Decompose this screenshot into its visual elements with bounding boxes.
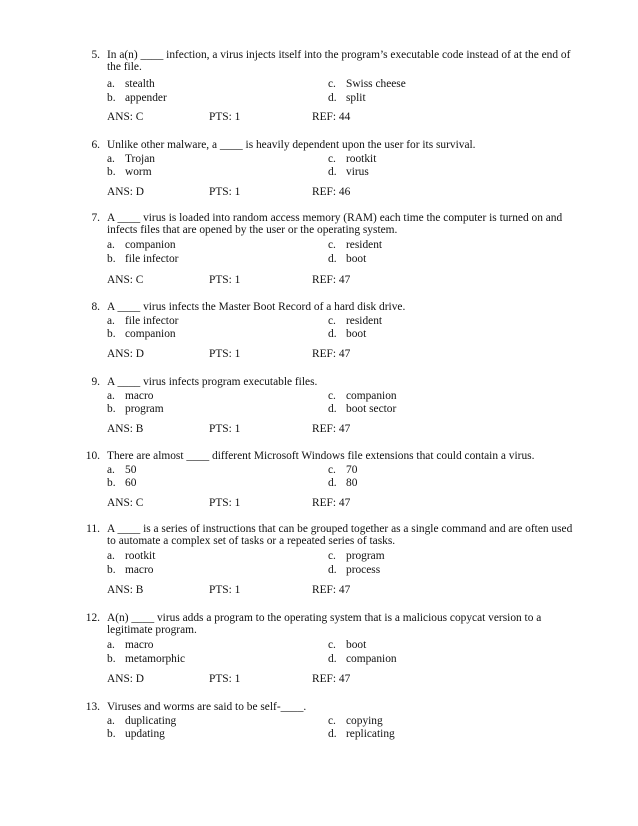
- option-text: boot sector: [346, 403, 397, 415]
- answer-key: ANS: C: [107, 497, 144, 509]
- option-text: boot: [346, 328, 367, 340]
- answer-key: ANS: B: [107, 584, 144, 596]
- answer-key: ANS: C: [107, 274, 144, 286]
- option-letter: c.: [328, 464, 336, 476]
- stem-line: There are almost ____ different Microsoft Windows file extensions that could contain a virus.: [107, 450, 535, 462]
- points: PTS: 1: [209, 673, 241, 685]
- question-stem: [107, 376, 585, 388]
- question-stem: [107, 301, 585, 313]
- option-text: 80: [346, 477, 358, 489]
- option-letter: c.: [328, 639, 336, 651]
- question-number: 13.: [85, 701, 100, 713]
- option-text: split: [346, 92, 366, 104]
- option-a: [107, 78, 155, 90]
- option-letter: c.: [328, 390, 336, 402]
- option-letter: c.: [328, 78, 336, 90]
- option-c: [328, 153, 376, 165]
- option-text: program: [346, 550, 385, 562]
- option-b: [107, 653, 185, 665]
- option-text: 60: [125, 477, 137, 489]
- page-reference: REF: 47: [312, 348, 351, 360]
- question-number: 8.: [91, 301, 100, 313]
- option-b: [107, 477, 136, 489]
- question-stem: [107, 612, 585, 637]
- stem-line: A ____ virus infects the Master Boot Record of a hard disk drive.: [107, 301, 406, 313]
- option-a: [107, 639, 153, 651]
- option-d: [328, 166, 369, 178]
- option-b: [107, 328, 176, 340]
- answer-key: ANS: D: [107, 186, 145, 198]
- stem-line: A ____ is a series of instructions that can be grouped together as a single command and are often used: [107, 523, 573, 535]
- option-letter: a.: [107, 239, 115, 251]
- option-b: [107, 253, 178, 265]
- option-letter: a.: [107, 78, 115, 90]
- option-text: copying: [346, 715, 383, 727]
- option-text: file infector: [125, 253, 179, 265]
- option-letter: d.: [328, 653, 337, 665]
- option-d: [328, 477, 357, 489]
- stem-line: A ____ virus infects program executable files.: [107, 376, 318, 388]
- points: PTS: 1: [209, 423, 241, 435]
- option-c: [328, 715, 383, 727]
- option-d: [328, 653, 397, 665]
- option-text: Trojan: [125, 153, 155, 165]
- option-text: companion: [125, 328, 176, 340]
- page-reference: REF: 47: [312, 673, 351, 685]
- question-stem: [107, 450, 585, 462]
- option-a: [107, 315, 178, 327]
- page-reference: REF: 47: [312, 584, 351, 596]
- points: PTS: 1: [209, 348, 241, 360]
- option-text: companion: [125, 239, 176, 251]
- option-letter: a.: [107, 639, 115, 651]
- option-letter: c.: [328, 715, 336, 727]
- option-b: [107, 166, 152, 178]
- stem-line: In a(n) ____ infection, a virus injects itself into the program’s executable code instead of at the end of: [107, 49, 571, 61]
- option-letter: b.: [107, 166, 116, 178]
- points: PTS: 1: [209, 111, 241, 123]
- option-text: appender: [125, 92, 167, 104]
- option-text: boot: [346, 253, 367, 265]
- stem-line: to automate a complex set of tasks or a repeated series of tasks.: [107, 535, 396, 548]
- option-letter: c.: [328, 239, 336, 251]
- question-number: 9.: [91, 376, 100, 388]
- answer-key: ANS: C: [107, 111, 144, 123]
- option-text: file infector: [125, 315, 179, 327]
- option-text: 70: [346, 464, 358, 476]
- option-letter: d.: [328, 728, 337, 740]
- option-letter: b.: [107, 728, 116, 740]
- option-letter: a.: [107, 390, 115, 402]
- option-a: [107, 239, 176, 251]
- option-letter: a.: [107, 153, 115, 165]
- option-a: [107, 550, 155, 562]
- question-number: 7.: [91, 212, 100, 224]
- option-letter: d.: [328, 92, 337, 104]
- points: PTS: 1: [209, 497, 241, 509]
- option-text: 50: [125, 464, 137, 476]
- question-stem: [107, 49, 585, 74]
- option-c: [328, 315, 382, 327]
- question-number: 6.: [91, 139, 100, 151]
- question-stem: [107, 139, 585, 151]
- option-text: resident: [346, 239, 383, 251]
- stem-line: Unlike other malware, a ____ is heavily dependent upon the user for its survival.: [107, 139, 476, 151]
- page-reference: REF: 47: [312, 423, 351, 435]
- page-reference: REF: 47: [312, 274, 351, 286]
- page-reference: REF: 47: [312, 497, 351, 509]
- option-text: macro: [125, 639, 154, 651]
- option-letter: c.: [328, 550, 336, 562]
- points: PTS: 1: [209, 274, 241, 286]
- option-c: [328, 639, 366, 651]
- option-text: program: [125, 403, 164, 415]
- option-letter: b.: [107, 564, 116, 576]
- option-letter: d.: [328, 253, 337, 265]
- points: PTS: 1: [209, 186, 241, 198]
- option-c: [328, 390, 397, 402]
- points: PTS: 1: [209, 584, 241, 596]
- option-text: companion: [346, 653, 397, 665]
- option-c: [328, 464, 357, 476]
- option-d: [328, 403, 396, 415]
- option-text: updating: [125, 728, 165, 740]
- page-reference: REF: 46: [312, 186, 351, 198]
- option-d: [328, 92, 366, 104]
- option-letter: b.: [107, 653, 116, 665]
- option-letter: a.: [107, 464, 115, 476]
- option-text: rootkit: [346, 153, 377, 165]
- question-number: 12.: [85, 612, 100, 624]
- option-text: Swiss cheese: [346, 78, 406, 90]
- question-stem: [107, 523, 585, 548]
- option-b: [107, 403, 164, 415]
- stem-line: infects files that are opened by the user or the operating system.: [107, 224, 398, 237]
- option-text: stealth: [125, 78, 155, 90]
- option-c: [328, 550, 385, 562]
- option-a: [107, 464, 136, 476]
- option-letter: d.: [328, 477, 337, 489]
- option-letter: c.: [328, 315, 336, 327]
- option-a: [107, 715, 176, 727]
- option-letter: c.: [328, 153, 336, 165]
- answer-key: ANS: B: [107, 423, 144, 435]
- answer-key: ANS: D: [107, 673, 145, 685]
- option-b: [107, 728, 165, 740]
- option-letter: a.: [107, 315, 115, 327]
- option-letter: b.: [107, 328, 116, 340]
- option-letter: d.: [328, 564, 337, 576]
- option-b: [107, 564, 153, 576]
- option-text: virus: [346, 166, 369, 178]
- option-c: [328, 78, 406, 90]
- option-text: duplicating: [125, 715, 177, 727]
- option-text: rootkit: [125, 550, 156, 562]
- question-number: 10.: [85, 450, 100, 462]
- option-d: [328, 728, 395, 740]
- option-a: [107, 390, 153, 402]
- option-text: worm: [125, 166, 152, 178]
- stem-line: Viruses and worms are said to be self-____.: [107, 701, 307, 713]
- option-text: process: [346, 564, 381, 576]
- page-reference: REF: 44: [312, 111, 351, 123]
- option-text: resident: [346, 315, 383, 327]
- option-d: [328, 328, 366, 340]
- option-text: companion: [346, 390, 397, 402]
- stem-line: legitimate program.: [107, 624, 197, 637]
- question-stem: [107, 701, 585, 713]
- option-b: [107, 92, 167, 104]
- option-letter: d.: [328, 166, 337, 178]
- stem-line: A(n) ____ virus adds a program to the operating system that is a malicious copycat version to a: [107, 612, 542, 624]
- option-c: [328, 239, 382, 251]
- option-letter: d.: [328, 328, 337, 340]
- option-letter: a.: [107, 550, 115, 562]
- question-number: 11.: [86, 523, 100, 535]
- stem-line: the file.: [107, 61, 142, 74]
- option-letter: b.: [107, 477, 116, 489]
- option-d: [328, 253, 366, 265]
- option-text: replicating: [346, 728, 395, 740]
- stem-line: A ____ virus is loaded into random access memory (RAM) each time the computer is turned on and: [107, 212, 563, 224]
- question-number: 5.: [91, 49, 100, 61]
- option-a: [107, 153, 155, 165]
- option-letter: b.: [107, 253, 116, 265]
- option-text: macro: [125, 390, 154, 402]
- option-letter: d.: [328, 403, 337, 415]
- question-stem: [107, 212, 585, 237]
- option-letter: a.: [107, 715, 115, 727]
- option-letter: b.: [107, 403, 116, 415]
- option-text: boot: [346, 639, 367, 651]
- option-text: macro: [125, 564, 154, 576]
- answer-key: ANS: D: [107, 348, 145, 360]
- option-text: metamorphic: [125, 653, 186, 665]
- option-d: [328, 564, 380, 576]
- option-letter: b.: [107, 92, 116, 104]
